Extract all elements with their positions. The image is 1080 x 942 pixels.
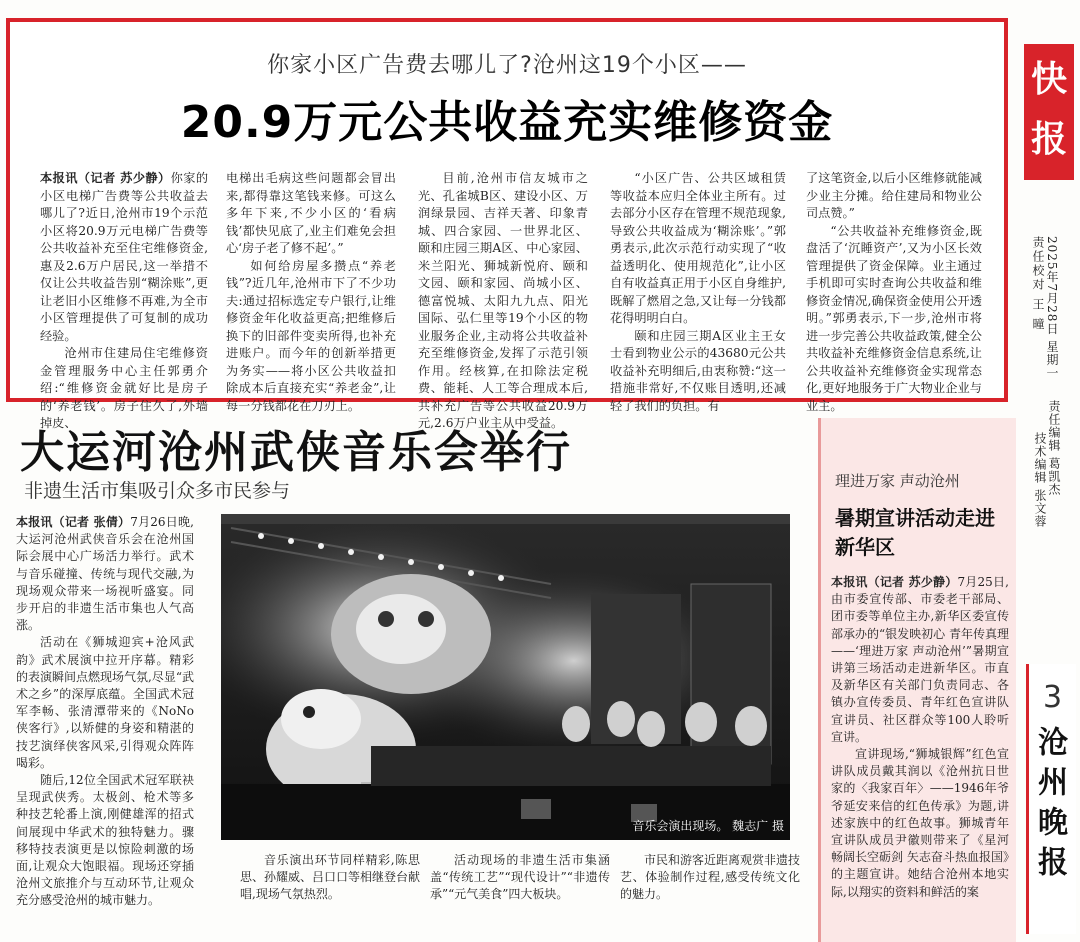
main-article-headline: 大运河沧州武侠音乐会举行 <box>20 427 572 478</box>
paragraph: 了这笔资金,以后小区维修就能减少业主分摊。给住建局和物业公司点赞。” <box>806 171 982 220</box>
top-article-kicker: 你家小区广告费去哪儿了?沧州这19个小区—— <box>267 53 747 78</box>
below-photo-column-1 <box>240 852 420 904</box>
top-article-column-4 <box>610 170 786 415</box>
paragraph: “小区广告、公共区域租赁等收益本应归全体业主所有。过去部分小区存在管理不规范现象,导致公共收益成为‘糊涂账’。”郭勇表示,此次示范行动实现了“收益透明化、使用规范化”,让小区自有收益真正用于小区自身维护,既解了燃眉之急,又让每一分钱都花得明明白白。 <box>610 171 786 325</box>
sidebar-article <box>818 418 1016 942</box>
top-article-column-3 <box>418 170 588 433</box>
paragraph: 随后,12位全国武术冠军联袂呈现武侠秀。太极剑、枪术等多种技艺轮番上演,刚健雄浑的招式间展现中华武术的独特魅力。骤移特技表演更是以惊险刺激的场面,让观众大饱眼福。现场还穿插沧州文旅推介与互动环节,让观众充分感受沧州的城市魅力。 <box>16 773 194 908</box>
paragraph: “公共收益补充维修资金,既盘活了‘沉睡资产’,又为小区长效管理提供了资金保障。业主通过手机即可实时查询公共收益和维修资金情况,确保资金使用公开透明。”郭勇表示,下一步,沧州市将进一步完善公共收益政策,健全公共收益补充维修资金信息系统,让公共收益补充维修资金实现常态化,更好地服务于广大物业企业与业主。 <box>806 223 982 413</box>
lion-head-screen-image <box>331 574 491 694</box>
section-name-badge: 快报 <box>1024 44 1074 180</box>
below-photo-column-2 <box>430 852 610 904</box>
sidebar-headline: 暑期宣讲活动走进新华区 <box>835 506 995 559</box>
below-photo-column-3 <box>620 852 800 904</box>
sidebar-kicker: 理进万家 声动沧州 <box>835 472 960 490</box>
concert-photo <box>221 514 790 840</box>
paragraph: 市民和游客近距离观赏非遗技艺、体验制作过程,感受传统文化的魅力。 <box>620 853 801 902</box>
main-article-subheadline: 非遗生活市集吸引众多市民参与 <box>24 480 291 502</box>
issue-date: 2025年7月28日 星期一 <box>1045 236 1059 380</box>
paragraph: 音乐演出环节同样精彩,陈思思、孙耀威、吕口口等相继登台献唱,现场气氛热烈。 <box>240 853 421 902</box>
concert-stage-illustration <box>221 514 790 840</box>
paragraph: 活动在《狮城迎宾+沧风武韵》武术展演中拉开序幕。精彩的表演瞬间点燃现场气氛,尽显“武术之乡”的深厚底蕴。全国武术冠军李畅、张清潭带来的《NoNo侠客行》,以矫健的身姿和精湛的技艺演绎侠客风采,引得观众阵阵喝彩。 <box>16 635 194 770</box>
newspaper-name: 沧州晚报 <box>1032 726 1067 886</box>
top-article-column-1 <box>40 170 208 433</box>
paragraph: 颐和庄园三期A区业主王女士看到物业公示的43680元公共收益补充明细后,由衷称赞:“这一措施非常好,不仅账目透明,还减轻了我们的负担。有 <box>610 328 786 413</box>
top-article-body <box>40 170 1002 430</box>
main-article-byline: 本报讯（记者 张倩） <box>16 515 131 529</box>
paragraph: 7月25日,由市委宣传部、市委老干部局、团市委等单位主办,新华区委宣传部承办的“银发映初心 青年传真理——‘理进万家 声动沧州’”暑期宣讲第三场活动走进新华区。市直及新华区有关部门负责同志、各镇办宣传委员、青年红色宣讲队宣讲员、社区群众等100人聆听宣讲。 <box>831 575 1009 744</box>
top-article-column-5 <box>806 170 982 415</box>
top-article-box <box>6 18 1008 430</box>
top-article-column-2 <box>226 170 396 415</box>
photo-caption: 音乐会演出现场。 魏志广 摄 <box>632 819 784 833</box>
proofreader-credit: 责任校对 王 曈 <box>1031 236 1045 332</box>
paragraph: 电梯出毛病这些问题都会冒出来,都得靠这笔钱来修。可这么多年下来,不少小区的‘看病钱’都快见底了,业主们难免会担心‘房子老了修不起’。” <box>226 171 396 255</box>
paragraph: 宣讲现场,“狮城银辉”红色宣讲队成员戴其润以《沧州抗日世家的〈我家百年〉——1946年爷爷延安来信的红色传承》为题,讲述家族中的红色故事。狮城青年宣讲队成员尹徽则带来了《星河畅阔长空砺剑 矢志奋斗热血报国》的主题宣讲。她结合沧州本地实际,以翔实的资料和鲜活的案 <box>831 747 1009 899</box>
paragraph: 活动现场的非遗生活市集涵盖“传统工艺”“现代设计”“非遗传承”“元气美食”四大板块。 <box>430 853 610 902</box>
sidebar-body <box>831 574 1009 901</box>
tech-editor-credit: 技术编辑 张文蓉 <box>1033 432 1047 528</box>
top-article-headline: 20.9万元公共收益充实维修资金 <box>180 97 834 148</box>
top-article-byline: 本报讯（记者 苏少静） <box>40 171 171 185</box>
sidebar-byline: 本报讯（记者 苏少静） <box>831 575 958 589</box>
paragraph: 你家的小区电梯广告费等公共收益去哪儿了?近日,沧州市19个示范小区将20.9万元电梯广告费等公共收益补充至住宅维修资金,惠及2.6万户居民,这一举措不仅让公共收益告别“糊涂账”,更让老旧小区维修不再难,为全市小区管理提供了可复制的成功经验。 <box>40 171 209 343</box>
paragraph: 沧州市住建局住宅维修资金管理服务中心主任郭勇介绍:“维修资金就好比是房子的‘养老钱’。房子住久了,外墙掉皮、 <box>40 346 208 430</box>
paragraph: 目前,沧州市信友城市之光、孔雀城B区、建设小区、万润绿景园、吉祥天著、印象青城、四合家园、一世界北区、颐和庄园三期A区、中心家园、米兰阳光、狮城新悦府、颐和文园、颐和家园、尚城小区、德富悦城、太阳九九点、阳光国际、弘仁里等19个小区的物业服务企业,主动将公共收益补充至维修资金,发挥了示范引领作用。经核算,在扣除法定税费、能耗、人工等合理成本后,共补充广告等公共收益20.9万元,2.6万户业主从中受益。 <box>418 171 588 430</box>
paragraph: 7月26日晚,大运河沧州武侠音乐会在沧州国际会展中心广场活力举行。武术与音乐碰撞、传统与现代交融,为现场观众带来一场视听盛宴。同步开启的非遗生活市集也人气高涨。 <box>16 515 194 633</box>
page-number-block <box>1026 664 1076 934</box>
page-number: 3 <box>1042 680 1063 715</box>
main-article-column <box>16 514 194 910</box>
paragraph: 如何给房屋多攒点“养老钱”?近几年,沧州市下了不少功夫:通过招标选定专户银行,让维修资金年化收益更高;把维修后换下的旧部件变卖所得,也补充进账户。而今年的创新举措更为务实——将小区公共收益扣除成本后直接充实“养老金”,让每一分钱都花在刀刃上。 <box>226 258 396 413</box>
editor-credit: 责任编辑 葛凯杰 <box>1047 400 1061 496</box>
